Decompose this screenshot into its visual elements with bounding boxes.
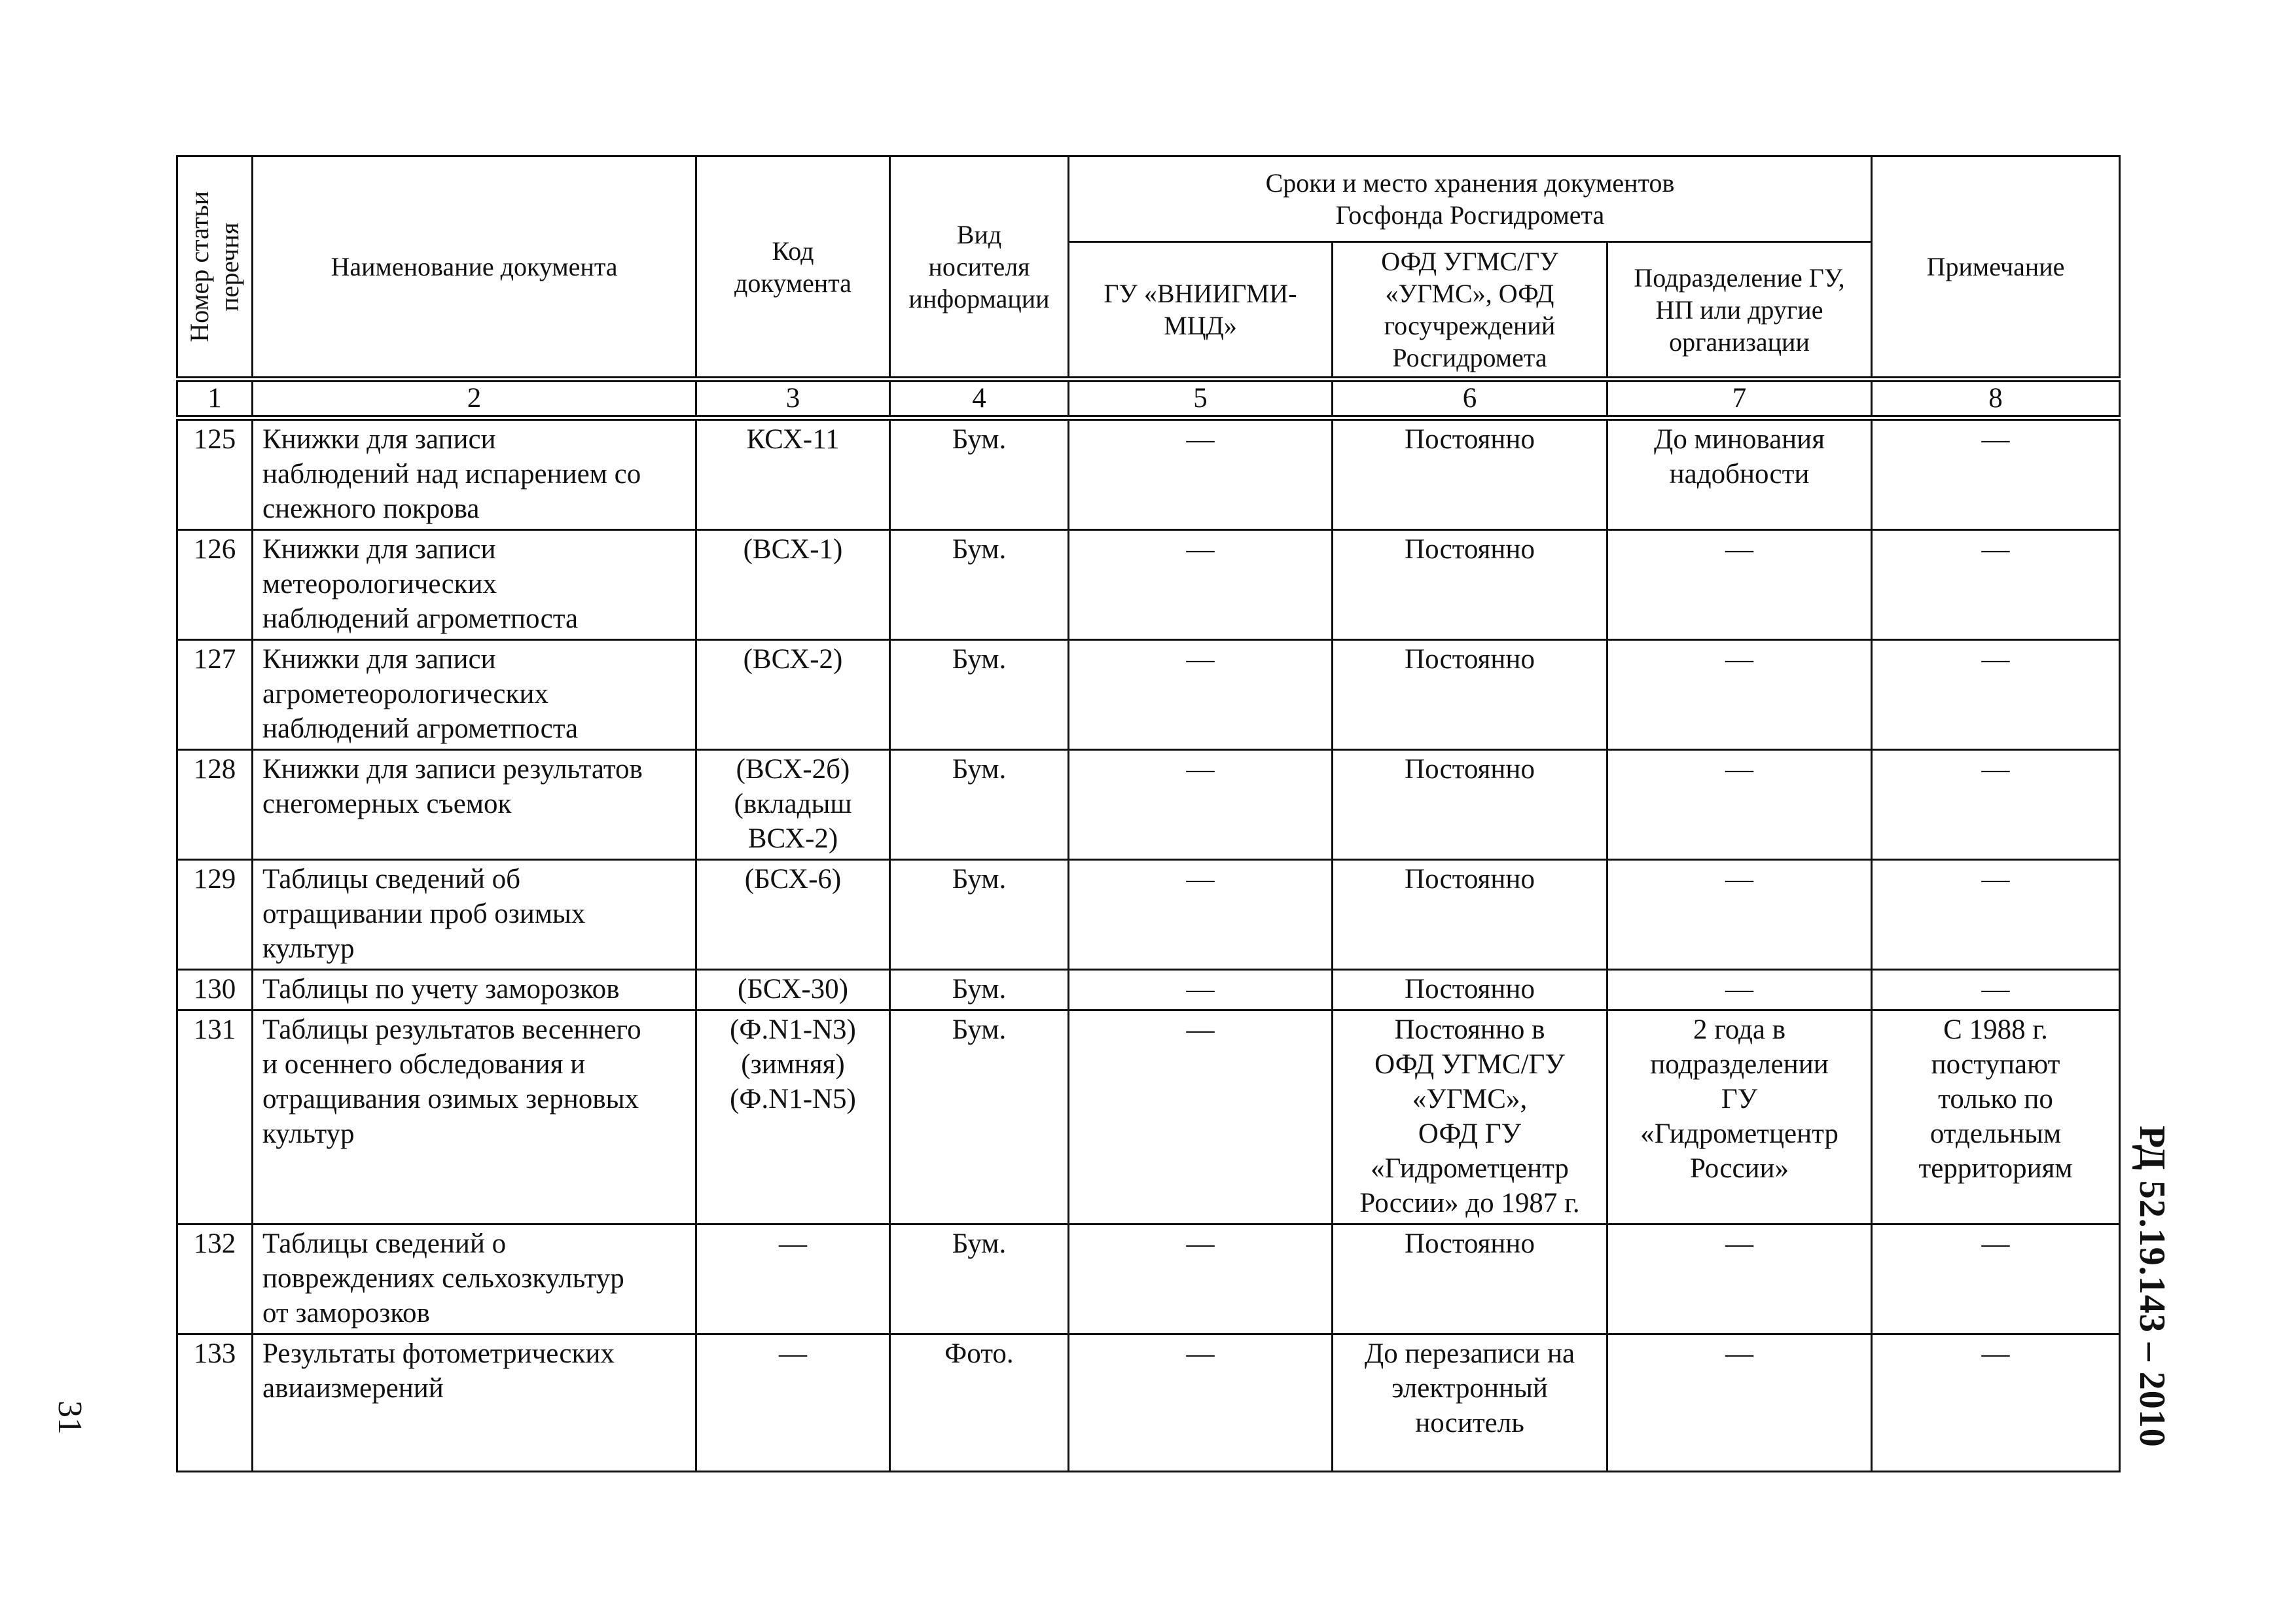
column-number: 6 [1333,380,1607,418]
row-ofd-ugms: Постоянно в ОФД УГМС/ГУ «УГМС», ОФД ГУ «Гидрометцентр России» до 1987 г. [1333,1010,1607,1224]
column-number: 3 [696,380,890,418]
table-row [177,1224,2120,1334]
row-subdivision: 2 года в подразделении ГУ «Гидрометцентр России» [1607,1010,1872,1224]
row-document-name: Таблицы сведений о повреждениях сельхозкультур от заморозков [253,1224,696,1334]
table-row [177,418,2120,530]
column-number-row [177,380,2120,418]
row-document-name: Результаты фотометрических авиаизмерений [253,1334,696,1472]
table-header [177,156,2120,418]
row-number: 131 [177,1010,253,1224]
column-number: 1 [177,380,253,418]
row-document-code: (Ф.N1-N3) (зимняя) (Ф.N1-N5) [696,1010,890,1224]
row-subdivision: — [1607,860,1872,970]
row-vniigmi: — [1069,970,1333,1010]
row-media: Бум. [890,418,1069,530]
row-number: 128 [177,750,253,860]
header-vniigmi: ГУ «ВНИИГМИ- МЦД» [1069,242,1333,380]
row-document-name: Книжки для записи агрометеорологических наблюдений агрометпоста [253,640,696,750]
column-number: 2 [253,380,696,418]
records-table [176,155,2121,1472]
row-vniigmi: — [1069,1010,1333,1224]
row-document-code: (БСХ-30) [696,970,890,1010]
row-vniigmi: — [1069,860,1333,970]
column-number: 8 [1872,380,2120,418]
column-number: 4 [890,380,1069,418]
row-vniigmi: — [1069,1224,1333,1334]
row-ofd-ugms: Постоянно [1333,970,1607,1010]
table-row [177,530,2120,640]
row-ofd-ugms: Постоянно [1333,860,1607,970]
row-vniigmi: — [1069,640,1333,750]
row-note: — [1872,970,2120,1010]
row-note: — [1872,1224,2120,1334]
row-subdivision: — [1607,1224,1872,1334]
row-ofd-ugms: Постоянно [1333,640,1607,750]
header-article-number: Номер статьи перечня [177,156,253,380]
row-subdivision: — [1607,1334,1872,1472]
row-subdivision: До минования надобности [1607,418,1872,530]
row-document-name: Книжки для записи результатов снегомерных съемок [253,750,696,860]
row-document-name: Книжки для записи метеорологических наблюдений агрометпоста [253,530,696,640]
header-document-name: Наименование документа [253,156,696,380]
header-media-type: Вид носителя информации [890,156,1069,380]
row-number: 129 [177,860,253,970]
table-row [177,970,2120,1010]
header-note: Примечание [1872,156,2120,380]
document-code-label: РД 52.19.143 – 2010 [2132,1126,2172,1448]
row-document-code: КСХ-11 [696,418,890,530]
table-row [177,640,2120,750]
row-ofd-ugms: Постоянно [1333,418,1607,530]
row-document-name: Таблицы по учету заморозков [253,970,696,1010]
row-subdivision: — [1607,750,1872,860]
row-number: 127 [177,640,253,750]
row-document-code: (ВСХ-1) [696,530,890,640]
header-ofd-ugms: ОФД УГМС/ГУ «УГМС», ОФД госучреждений Росгидромета [1333,242,1607,380]
row-note: С 1988 г. поступают только по отдельным территориям [1872,1010,2120,1224]
row-document-code: — [696,1334,890,1472]
row-media: Бум. [890,1010,1069,1224]
row-media: Бум. [890,1224,1069,1334]
row-media: Бум. [890,530,1069,640]
table-row [177,1334,2120,1472]
row-ofd-ugms: Постоянно [1333,1224,1607,1334]
row-number: 130 [177,970,253,1010]
row-number: 132 [177,1224,253,1334]
row-vniigmi: — [1069,1334,1333,1472]
row-media: Бум. [890,640,1069,750]
row-note: — [1872,750,2120,860]
column-number: 5 [1069,380,1333,418]
row-ofd-ugms: Постоянно [1333,750,1607,860]
row-note: — [1872,860,2120,970]
row-number: 125 [177,418,253,530]
row-vniigmi: — [1069,530,1333,640]
column-number: 7 [1607,380,1872,418]
row-media: Фото. [890,1334,1069,1472]
row-media: Бум. [890,970,1069,1010]
table-row [177,750,2120,860]
row-media: Бум. [890,750,1069,860]
header-storage-group: Сроки и место хранения документов Госфонда Росгидромета [1069,156,1872,242]
row-ofd-ugms: До перезаписи на электронный носитель [1333,1334,1607,1472]
row-subdivision: — [1607,970,1872,1010]
row-note: — [1872,1334,2120,1472]
row-ofd-ugms: Постоянно [1333,530,1607,640]
row-note: — [1872,530,2120,640]
header-document-code: Код документа [696,156,890,380]
row-subdivision: — [1607,530,1872,640]
table-row [177,860,2120,970]
row-number: 133 [177,1334,253,1472]
row-number: 126 [177,530,253,640]
header-subdivision: Подразделение ГУ, НП или другие организации [1607,242,1872,380]
row-document-name: Таблицы результатов весеннего и осеннего обследования и отращивания озимых зерновых культур [253,1010,696,1224]
row-document-code: (БСХ-6) [696,860,890,970]
row-document-code: (ВСХ-2) [696,640,890,750]
row-document-code: (ВСХ-2б) (вкладыш ВСХ-2) [696,750,890,860]
row-vniigmi: — [1069,418,1333,530]
row-document-name: Книжки для записи наблюдений над испарением со снежного покрова [253,418,696,530]
row-note: — [1872,418,2120,530]
page-number: 31 [51,1400,88,1435]
row-media: Бум. [890,860,1069,970]
row-note: — [1872,640,2120,750]
table-row [177,1010,2120,1224]
row-document-code: — [696,1224,890,1334]
row-vniigmi: — [1069,750,1333,860]
row-document-name: Таблицы сведений об отращивании проб озимых культур [253,860,696,970]
row-subdivision: — [1607,640,1872,750]
table-body [177,418,2120,1472]
